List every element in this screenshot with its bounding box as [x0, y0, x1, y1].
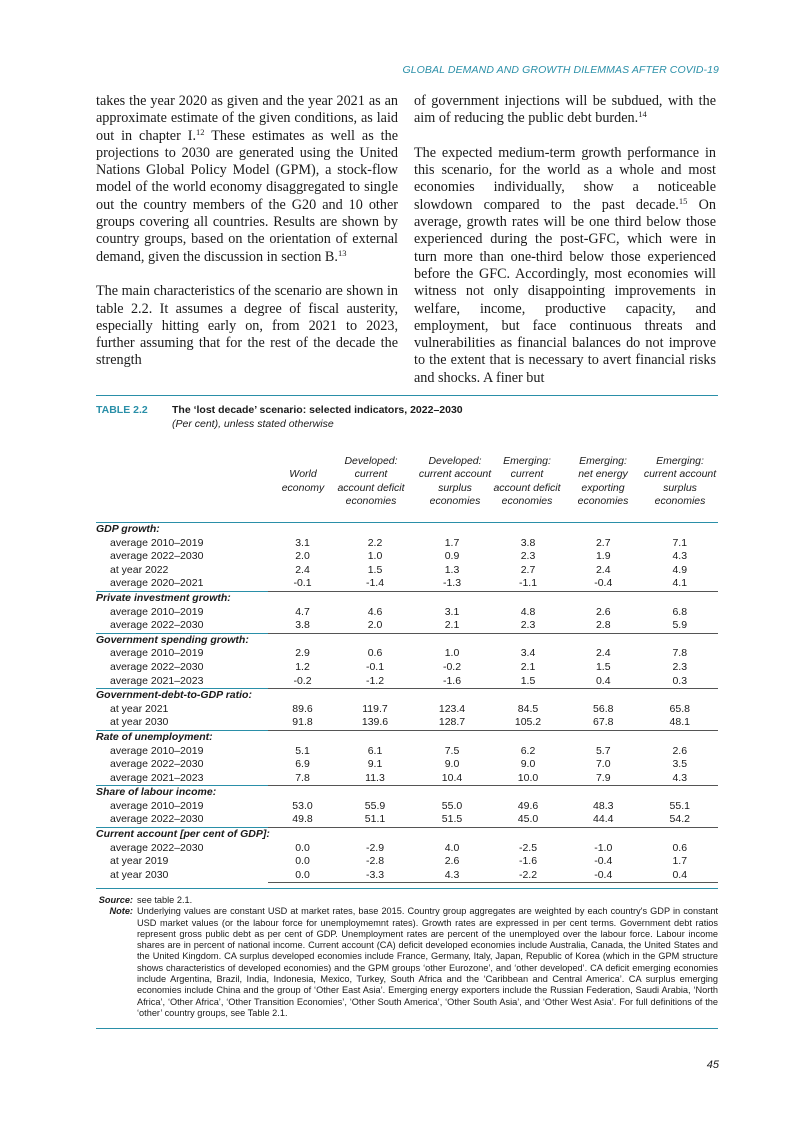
row-label: average 2022–2030 — [110, 813, 204, 826]
column-header — [326, 455, 416, 509]
table-cell: 89.6 — [292, 702, 313, 715]
text-run: The main characteristics of the scenario are shown in table 2.2. It assumes a degree of fiscal austerity, especially hitting early on, from 2021 to 2023, further assuming that for the rest of the decade the strength — [96, 283, 398, 369]
row-label: average 2022–2030 — [110, 619, 204, 632]
table-cell: -3.3 — [337, 869, 413, 883]
table-cell: 1.0 — [367, 550, 383, 563]
table-cell: -2.2 — [491, 869, 565, 883]
data-table — [96, 522, 718, 883]
row-label: at year 2021 — [110, 702, 169, 715]
footnote-ref[interactable]: 15 — [678, 195, 688, 206]
table-cell: 7.8 — [672, 647, 688, 660]
row-label: at year 2022 — [110, 563, 169, 576]
note-key: Note: — [109, 906, 133, 917]
table-cell: 2.2 — [367, 536, 383, 549]
table-cell: 7.1 — [672, 536, 688, 549]
table-cell: 6.1 — [367, 744, 383, 757]
row-label: average 2022–2030 — [110, 758, 204, 771]
table-row — [96, 703, 718, 717]
table-cell: 139.6 — [337, 716, 413, 730]
table-cell: 9.0 — [520, 758, 536, 771]
table-cell: 4.8 — [520, 605, 536, 618]
table-row — [96, 855, 718, 869]
row-label: at year 2030 — [110, 716, 169, 729]
source-note — [96, 895, 718, 906]
table-cell: 123.4 — [438, 702, 466, 715]
table-cell: -0.4 — [565, 869, 642, 883]
column-header-line: Emerging: — [656, 455, 704, 467]
table-cell: 2.4 — [295, 563, 310, 576]
row-label: at year 2019 — [110, 855, 169, 868]
row-label: average 2010–2019 — [110, 605, 204, 618]
table-cell: -2.9 — [365, 841, 385, 854]
table-cell: -1.4 — [337, 577, 413, 591]
table-cell: 1.9 — [595, 550, 611, 563]
row-label: average 2010–2019 — [110, 744, 204, 757]
section-title: GDP growth: — [96, 523, 718, 537]
table-cell: 55.1 — [669, 799, 690, 812]
column-header-line: Emerging: — [579, 455, 627, 467]
table-cell: -0.4 — [594, 855, 613, 868]
table-cell: 5.7 — [595, 744, 611, 757]
table-cell: -0.1 — [365, 660, 385, 673]
column-header-line: current — [354, 468, 388, 481]
paragraph — [414, 93, 716, 128]
row-label: average 2020–2021 — [110, 577, 204, 590]
column-header-line: current account — [643, 468, 717, 481]
table-section-header — [96, 786, 718, 800]
table-section-header — [96, 591, 718, 605]
table-cell: 4.0 — [444, 841, 460, 854]
table-cell: 0.6 — [367, 647, 383, 660]
table-cell: 2.3 — [491, 619, 565, 633]
row-label: at year 2030 — [110, 869, 169, 882]
section-title: Current account [per cent of GDP]: — [96, 828, 718, 842]
table-row — [96, 647, 718, 661]
table-cell: 1.5 — [491, 675, 565, 689]
table-cell: 4.9 — [672, 563, 688, 576]
table-cell: 1.5 — [367, 563, 383, 576]
table-cell: 1.7 — [672, 855, 688, 868]
table-cell: 0.0 — [268, 869, 337, 883]
table-cell: 0.3 — [642, 675, 719, 689]
section-title: Government spending growth: — [96, 633, 718, 647]
table-cell: 44.4 — [565, 813, 642, 827]
row-label: average 2010–2019 — [110, 647, 204, 660]
footnote-ref[interactable]: 12 — [196, 126, 205, 137]
table-cell: 49.6 — [517, 799, 539, 812]
table-cell: 10.4 — [413, 772, 491, 786]
paragraph — [414, 145, 716, 387]
text-run: of government injections will be subdued, with the aim of reducing the public debt burden. — [414, 93, 716, 127]
table-cell: 2.0 — [337, 619, 413, 633]
row-label: average 2021–2023 — [110, 771, 204, 784]
column-header-line: economies — [345, 495, 397, 508]
table-cell: 6.8 — [672, 605, 688, 618]
table-cell: 84.5 — [517, 702, 539, 715]
table-cell: 2.1 — [413, 619, 491, 633]
table-cell: 5.1 — [295, 744, 310, 757]
table-cell: 91.8 — [268, 716, 337, 730]
table-cell: 0.4 — [565, 675, 642, 689]
table-cell: 4.3 — [413, 869, 491, 883]
table-cell: 10.0 — [491, 772, 565, 786]
table-cell: 48.1 — [642, 716, 719, 730]
table-section-header — [96, 828, 718, 842]
paragraph — [96, 283, 398, 369]
table-cell: 56.8 — [593, 702, 614, 715]
table-cell: 53.0 — [292, 799, 313, 812]
table-cell: 1.5 — [595, 660, 611, 673]
section-title: Rate of unemployment: — [96, 730, 718, 744]
table-row — [96, 564, 718, 578]
table-cell: 4.3 — [642, 772, 719, 786]
table-cell: 1.3 — [444, 563, 460, 576]
table-row — [96, 550, 718, 564]
table-cell: 7.8 — [268, 772, 337, 786]
table-row — [96, 842, 718, 856]
table-cell: 3.4 — [520, 647, 536, 660]
column-header-line: net energy — [578, 468, 628, 481]
table-cell: 55.9 — [364, 799, 386, 812]
column-header-line: current account — [418, 468, 492, 481]
table-cell: 2.3 — [520, 550, 536, 563]
section-title: Share of labour income: — [96, 786, 718, 800]
paragraph — [96, 93, 398, 266]
table-cell: 3.8 — [520, 536, 536, 549]
row-label: average 2022–2030 — [110, 550, 204, 563]
table-row — [96, 537, 718, 551]
table-cell: 119.7 — [362, 702, 388, 715]
table-row — [96, 661, 718, 675]
column-header-line: economies — [654, 495, 706, 508]
table-cell: 105.2 — [491, 716, 565, 730]
table-cell: 2.8 — [565, 619, 642, 633]
table-cell: 2.3 — [672, 660, 688, 673]
column-header-line: account deficit — [493, 481, 561, 494]
table-cell: 3.1 — [444, 605, 460, 618]
column-header-line: Developed: — [428, 455, 482, 467]
table-cell: 2.0 — [295, 550, 310, 563]
footnote-ref[interactable]: 14 — [638, 109, 647, 120]
table-cell: 4.6 — [367, 605, 383, 618]
table-cell: -1.6 — [413, 675, 491, 689]
table-cell: 0.0 — [295, 841, 310, 854]
table-row — [96, 813, 718, 827]
table-cell: 128.7 — [413, 716, 491, 730]
table-row — [96, 577, 718, 591]
table-cell: 49.8 — [268, 813, 337, 827]
table-cell: -1.6 — [518, 855, 538, 868]
table-notes — [96, 895, 718, 1019]
column-header-line: World — [289, 468, 317, 481]
table-cell: 0.4 — [642, 869, 719, 883]
table-cell: -1.2 — [337, 675, 413, 689]
table-cell: 6.2 — [520, 744, 536, 757]
table-cell: -0.2 — [442, 660, 462, 673]
footnote-ref[interactable]: 13 — [337, 247, 347, 258]
table-cell: 2.4 — [595, 563, 611, 576]
table-cell: 6.9 — [295, 758, 310, 771]
table-cell: 5.9 — [642, 619, 719, 633]
table-cell: 0.9 — [444, 550, 460, 563]
column-header-line: current — [510, 468, 544, 481]
body-column-right — [414, 93, 716, 404]
table-cell: 2.1 — [520, 660, 536, 673]
table-cell: 2.4 — [595, 647, 611, 660]
table-cell: -0.4 — [565, 577, 642, 591]
table-row — [96, 675, 718, 689]
row-label: average 2010–2019 — [110, 799, 204, 812]
body-column-left — [96, 93, 398, 387]
table-cell: 2.6 — [444, 855, 460, 868]
table-cell: -2.5 — [518, 841, 538, 854]
table-label: TABLE 2.2 — [96, 404, 148, 416]
table-cell: 48.3 — [593, 799, 614, 812]
text-run: takes the year 2020 as given and the year 2021 as an approximate estimate of the given conditions, as laid out in chapter I. — [96, 93, 398, 144]
table-cell: 2.6 — [672, 744, 688, 757]
table-row — [96, 716, 718, 730]
table-cell: 0.0 — [295, 855, 310, 868]
table-cell: -2.8 — [365, 855, 385, 868]
row-label: average 2010–2019 — [110, 536, 204, 549]
column-header — [635, 455, 725, 509]
table-cell: 1.7 — [444, 536, 460, 549]
row-label: average 2021–2023 — [110, 674, 204, 687]
column-header-line: economies — [577, 495, 629, 508]
section-title: Government-debt-to-GDP ratio: — [96, 689, 718, 703]
text-run: These estimates as well as the projections to 2030 are generated using the United Nations Global Policy Model (GPM), a stock-flow model of the world economy disaggregated to single out the country members of the G20 and 10 other groups covering all countries. Results are shown by country groups, based on the orientation of external demand, given the discussion in section B. — [96, 127, 398, 265]
table-cell: 3.1 — [295, 536, 310, 549]
table-row — [96, 606, 718, 620]
table-cell: -0.2 — [268, 675, 337, 689]
table-cell: 2.9 — [295, 647, 310, 660]
text-run: The expected medium-term growth performance in this scenario, for the world as a whole and most economies individually, show a noticeable slowdown compared to the past decade. — [414, 144, 716, 213]
column-header-line: economies — [429, 495, 481, 508]
table-bottom-rule — [96, 888, 718, 889]
table-cell: -1.1 — [491, 577, 565, 591]
source-text: see table 2.1. — [137, 895, 193, 905]
column-header-line: surplus — [438, 481, 472, 494]
table-title: The ‘lost decade’ scenario: selected indicators, 2022–2030 — [172, 404, 463, 416]
running-head: GLOBAL DEMAND AND GROWTH DILEMMAS AFTER COVID-19 — [402, 64, 719, 76]
table-cell: -0.1 — [268, 577, 337, 591]
note — [96, 906, 718, 1019]
table-row — [96, 745, 718, 759]
table-section-header — [96, 689, 718, 703]
column-header-line: Emerging: — [503, 455, 551, 467]
column-header-line: exporting — [581, 481, 625, 494]
page-number: 45 — [706, 1059, 719, 1071]
table-row — [96, 869, 718, 883]
table-section-header — [96, 730, 718, 744]
table-cell: -1.0 — [594, 841, 613, 854]
table-cell: 2.7 — [595, 536, 611, 549]
table-top-rule — [96, 395, 718, 396]
table-cell: 65.8 — [669, 702, 690, 715]
table-cell: -1.3 — [413, 577, 491, 591]
table-row — [96, 619, 718, 633]
table-cell: 4.7 — [295, 605, 310, 618]
table-cell: 7.9 — [565, 772, 642, 786]
table-subtitle: (Per cent), unless stated otherwise — [172, 418, 334, 430]
table-cell: 9.0 — [444, 758, 460, 771]
table-cell: 55.0 — [441, 799, 463, 812]
table-cell: 7.5 — [444, 744, 460, 757]
table-cell: 51.5 — [413, 813, 491, 827]
table-cell: 51.1 — [337, 813, 413, 827]
table-row — [96, 758, 718, 772]
text-run: On average, growth rates will be one third below those experienced during the post-GFC, which were in turn more than one-third below those experienced before the GFC. Accordingly, most economies will witness not only disappointing improvements in welfare, income, productive capacity, and employment, but face continuous threats and vulnerabilities as financial balances do not improve to the extent that is necessary to avert financial risks and shocks. A finer but — [414, 196, 716, 386]
table-cell: 45.0 — [491, 813, 565, 827]
table-cell: 0.6 — [672, 841, 688, 854]
note-text: Underlying values are constant USD at market rates, base 2015. Country group aggregates are weighted by each country's GDP in constant USD market values (or the labour force for unemploymemnt rates). Growth rates are expressed in per cent terms. Government debt ratios represent gross public debt as per cent of GDP. Unemployment rates are percent of the unemployed over the labour force. Labour income shares are in percent of national income. Current account (CA) deficit developed economies include Australia, Canada, the United States and the United Kingdom. CA surplus developed economies include France, Germany, Italy, Japan, Republic of Korea (which in the GPM structure shows characteristics of developed economies) and the GPM groups ‘other Eurozone’, and ‘other developed’. CA deficit emerging economies include Argentina, Brazil, India, Indonesia, Mexico, Turkey, South Africa and the ‘Caribbean and Central America’. CA surplus emerging economies include China and the group of ‘Other East Asia’. Emerging energy exporters include the Russian Federation, Saudi Arabia, ‘North Africa’, ‘Other Africa’, ‘Other Transition Economies’, ‘Other South America’, ‘Other South Asia’, and ‘Other West Asia’. For full definitions of the ‘other’ country groups, see Table 2.1. — [137, 906, 718, 1018]
column-header-line: account deficit — [337, 481, 405, 494]
table-cell: 67.8 — [565, 716, 642, 730]
table-cell: 3.8 — [268, 619, 337, 633]
table-section-header — [96, 523, 718, 537]
table-cell: 9.1 — [367, 758, 383, 771]
table-cell: 7.0 — [595, 758, 611, 771]
column-header-line: Developed: — [344, 455, 398, 467]
row-label: average 2022–2030 — [110, 660, 204, 673]
row-label: average 2022–2030 — [110, 841, 204, 854]
table-cell: 3.5 — [672, 758, 688, 771]
column-header-line: economies — [501, 495, 553, 508]
table-cell: 11.3 — [337, 772, 413, 786]
table-cell: 2.7 — [520, 563, 536, 576]
table-cell: 4.3 — [672, 550, 688, 563]
source-key: Source: — [98, 895, 133, 905]
section-title: Private investment growth: — [96, 591, 718, 605]
column-header-line: surplus — [663, 481, 697, 494]
table-row — [96, 772, 718, 786]
table-cell: 54.2 — [642, 813, 719, 827]
table-cell: 4.1 — [642, 577, 719, 591]
table-cell: 1.2 — [295, 660, 310, 673]
table-cell: 1.0 — [444, 647, 460, 660]
table-cell: 2.6 — [595, 605, 611, 618]
table-section-header — [96, 633, 718, 647]
notes-bottom-rule — [96, 1028, 718, 1029]
column-header-line: economy — [281, 481, 325, 494]
table-row — [96, 800, 718, 814]
